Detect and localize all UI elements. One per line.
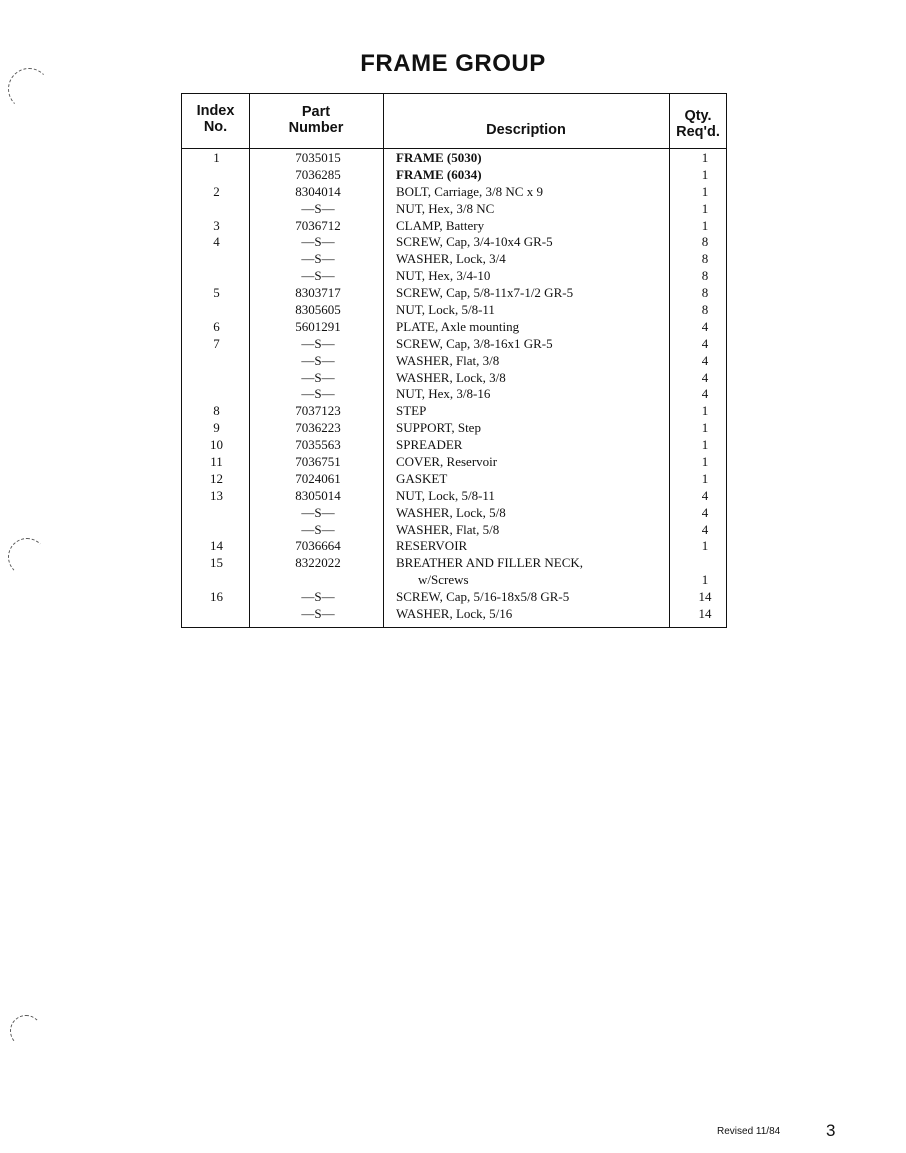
part-number-cell: 7036223 [295, 420, 341, 436]
part-number-cell: 8303717 [295, 285, 341, 301]
description-cell: w/Screws [418, 572, 469, 588]
part-number-cell: 7036664 [295, 538, 341, 554]
index-cell: 8 [213, 403, 220, 419]
qty-cell: 4 [701, 369, 709, 385]
qty-cell: 14 [698, 589, 712, 605]
qty-cell: 1 [701, 403, 709, 419]
index-cell: 13 [210, 487, 223, 503]
revision-note: Revised 11/84 [717, 1126, 781, 1137]
part-number-cell: 7035015 [295, 150, 341, 165]
table-row [182, 336, 726, 353]
description-cell: SPREADER [396, 437, 463, 453]
qty-cell: 8 [701, 302, 709, 318]
description-cell: NUT, Lock, 5/8-11 [396, 487, 495, 503]
qty-cell: 1 [701, 420, 709, 436]
description-cell: COVER, Reservoir [396, 454, 498, 470]
table-row [182, 201, 726, 218]
index-cell: 11 [210, 454, 223, 470]
index-cell: 4 [213, 234, 220, 250]
page-number: 3 [826, 1121, 836, 1140]
index-cell: 7 [213, 335, 220, 351]
table-row [182, 167, 726, 184]
index-cell: 3 [213, 217, 220, 233]
part-number-cell: 8305014 [295, 487, 341, 503]
qty-cell: 4 [701, 386, 709, 402]
part-number-cell: —S— [301, 335, 335, 351]
table-row [182, 285, 726, 302]
description-cell: WASHER, Lock, 5/8 [396, 504, 506, 520]
index-cell: 14 [210, 538, 223, 554]
index-cell: 15 [210, 555, 223, 571]
table-row [182, 251, 726, 268]
description-cell: WASHER, Lock, 3/8 [396, 369, 506, 385]
description-cell: WASHER, Lock, 5/16 [396, 606, 513, 622]
part-number-cell: —S— [301, 606, 335, 622]
table-body [182, 150, 726, 623]
description-cell: BREATHER AND FILLER NECK, [396, 555, 584, 571]
part-number-cell: 5601291 [295, 318, 341, 334]
description-cell: SCREW, Cap, 5/16-18x5/8 GR-5 [396, 589, 570, 605]
part-number-cell: 7024061 [295, 470, 341, 486]
index-cell: 16 [210, 589, 223, 605]
index-cell: 5 [213, 285, 220, 301]
index-cell: 1 [213, 150, 220, 165]
table-row [182, 302, 726, 319]
part-number-cell: —S— [301, 521, 335, 537]
part-number-cell: —S— [301, 386, 335, 402]
description-cell: SCREW, Cap, 3/4-10x4 GR-5 [396, 234, 553, 250]
qty-cell: 4 [701, 318, 709, 334]
qty-cell: 8 [701, 251, 709, 267]
table-row [182, 572, 726, 589]
table-row [182, 218, 726, 235]
table-row [182, 488, 726, 505]
table-row [182, 538, 726, 555]
description-cell: NUT, Hex, 3/4-10 [396, 268, 491, 284]
table-row [182, 420, 726, 437]
qty-cell: 1 [701, 150, 709, 165]
qty-cell: 1 [701, 572, 709, 588]
part-number-cell: 8305605 [295, 302, 341, 318]
table-row [182, 522, 726, 539]
part-number-cell: —S— [301, 589, 335, 605]
qty-cell: 14 [698, 606, 712, 622]
table-row [182, 555, 726, 572]
description-cell: STEP [396, 403, 427, 419]
qty-cell: 1 [701, 538, 709, 554]
description-cell: NUT, Lock, 5/8-11 [396, 302, 495, 318]
part-number-cell: 7035563 [295, 437, 341, 453]
table-row [182, 353, 726, 370]
part-number-cell: —S— [301, 369, 335, 385]
table-row [182, 319, 726, 336]
part-number-cell: —S— [301, 352, 335, 368]
table-row [182, 234, 726, 251]
index-cell: 9 [213, 420, 220, 436]
description-cell: NUT, Hex, 3/8 NC [396, 200, 495, 216]
table-row [182, 505, 726, 522]
table-row [182, 370, 726, 387]
table-row [182, 471, 726, 488]
table-row [182, 386, 726, 403]
qty-cell: 1 [701, 470, 709, 486]
qty-cell: 1 [701, 200, 709, 216]
description-cell: RESERVOIR [396, 538, 468, 554]
qty-cell: 1 [701, 437, 709, 453]
table-row [182, 606, 726, 623]
page-title: FRAME GROUP [360, 50, 546, 77]
table-row [182, 268, 726, 285]
header-part-number: Part Number [288, 104, 344, 136]
description-cell: FRAME (6034) [396, 166, 482, 182]
description-cell: SUPPORT, Step [396, 420, 481, 436]
description-cell: CLAMP, Battery [396, 217, 485, 233]
description-cell: WASHER, Flat, 3/8 [396, 352, 500, 368]
index-cell: 2 [213, 183, 220, 199]
header-index: Index No. [196, 103, 235, 135]
table-row [182, 437, 726, 454]
qty-cell: 1 [701, 217, 709, 233]
parts-table [181, 93, 727, 628]
part-number-cell: 7036285 [295, 166, 341, 182]
qty-cell: 1 [701, 454, 709, 470]
header-divider [182, 148, 726, 149]
table-row [182, 454, 726, 471]
part-number-cell: —S— [301, 234, 335, 250]
index-cell: 10 [210, 437, 223, 453]
description-cell: FRAME (5030) [396, 150, 482, 165]
part-number-cell: —S— [301, 268, 335, 284]
description-cell: PLATE, Axle mounting [396, 318, 520, 334]
qty-cell: 4 [701, 504, 709, 520]
part-number-cell: 8322022 [295, 555, 341, 571]
description-cell: SCREW, Cap, 3/8-16x1 GR-5 [396, 335, 553, 351]
part-number-cell: —S— [301, 200, 335, 216]
qty-cell: 4 [701, 521, 709, 537]
part-number-cell: 8304014 [295, 183, 341, 199]
qty-cell: 4 [701, 335, 709, 351]
description-cell: GASKET [396, 470, 448, 486]
table-row [182, 184, 726, 201]
part-number-cell: —S— [301, 504, 335, 520]
index-cell: 6 [213, 318, 220, 334]
part-number-cell: —S— [301, 251, 335, 267]
part-number-cell: 7036712 [295, 217, 341, 233]
qty-cell: 4 [701, 487, 709, 503]
binder-hole-mark-middle [8, 538, 46, 576]
qty-cell: 1 [701, 183, 709, 199]
description-cell: SCREW, Cap, 5/8-11x7-1/2 GR-5 [396, 285, 574, 301]
part-number-cell: 7036751 [295, 454, 341, 470]
table-row [182, 589, 726, 606]
description-cell: WASHER, Lock, 3/4 [396, 251, 506, 267]
index-cell: 12 [210, 470, 223, 486]
qty-cell: 8 [701, 268, 709, 284]
qty-cell: 4 [701, 352, 709, 368]
qty-cell: 1 [701, 166, 709, 182]
qty-cell: 8 [701, 285, 709, 301]
header-qty: Qty. Req'd. [676, 108, 720, 140]
description-cell: WASHER, Flat, 5/8 [396, 521, 500, 537]
description-cell: BOLT, Carriage, 3/8 NC x 9 [396, 183, 543, 199]
binder-hole-mark-bottom [10, 1015, 42, 1047]
header-description: Description [486, 122, 566, 138]
qty-cell: 8 [701, 234, 709, 250]
table-row [182, 150, 726, 167]
table-row [182, 403, 726, 420]
part-number-cell: 7037123 [295, 403, 341, 419]
description-cell: NUT, Hex, 3/8-16 [396, 386, 491, 402]
